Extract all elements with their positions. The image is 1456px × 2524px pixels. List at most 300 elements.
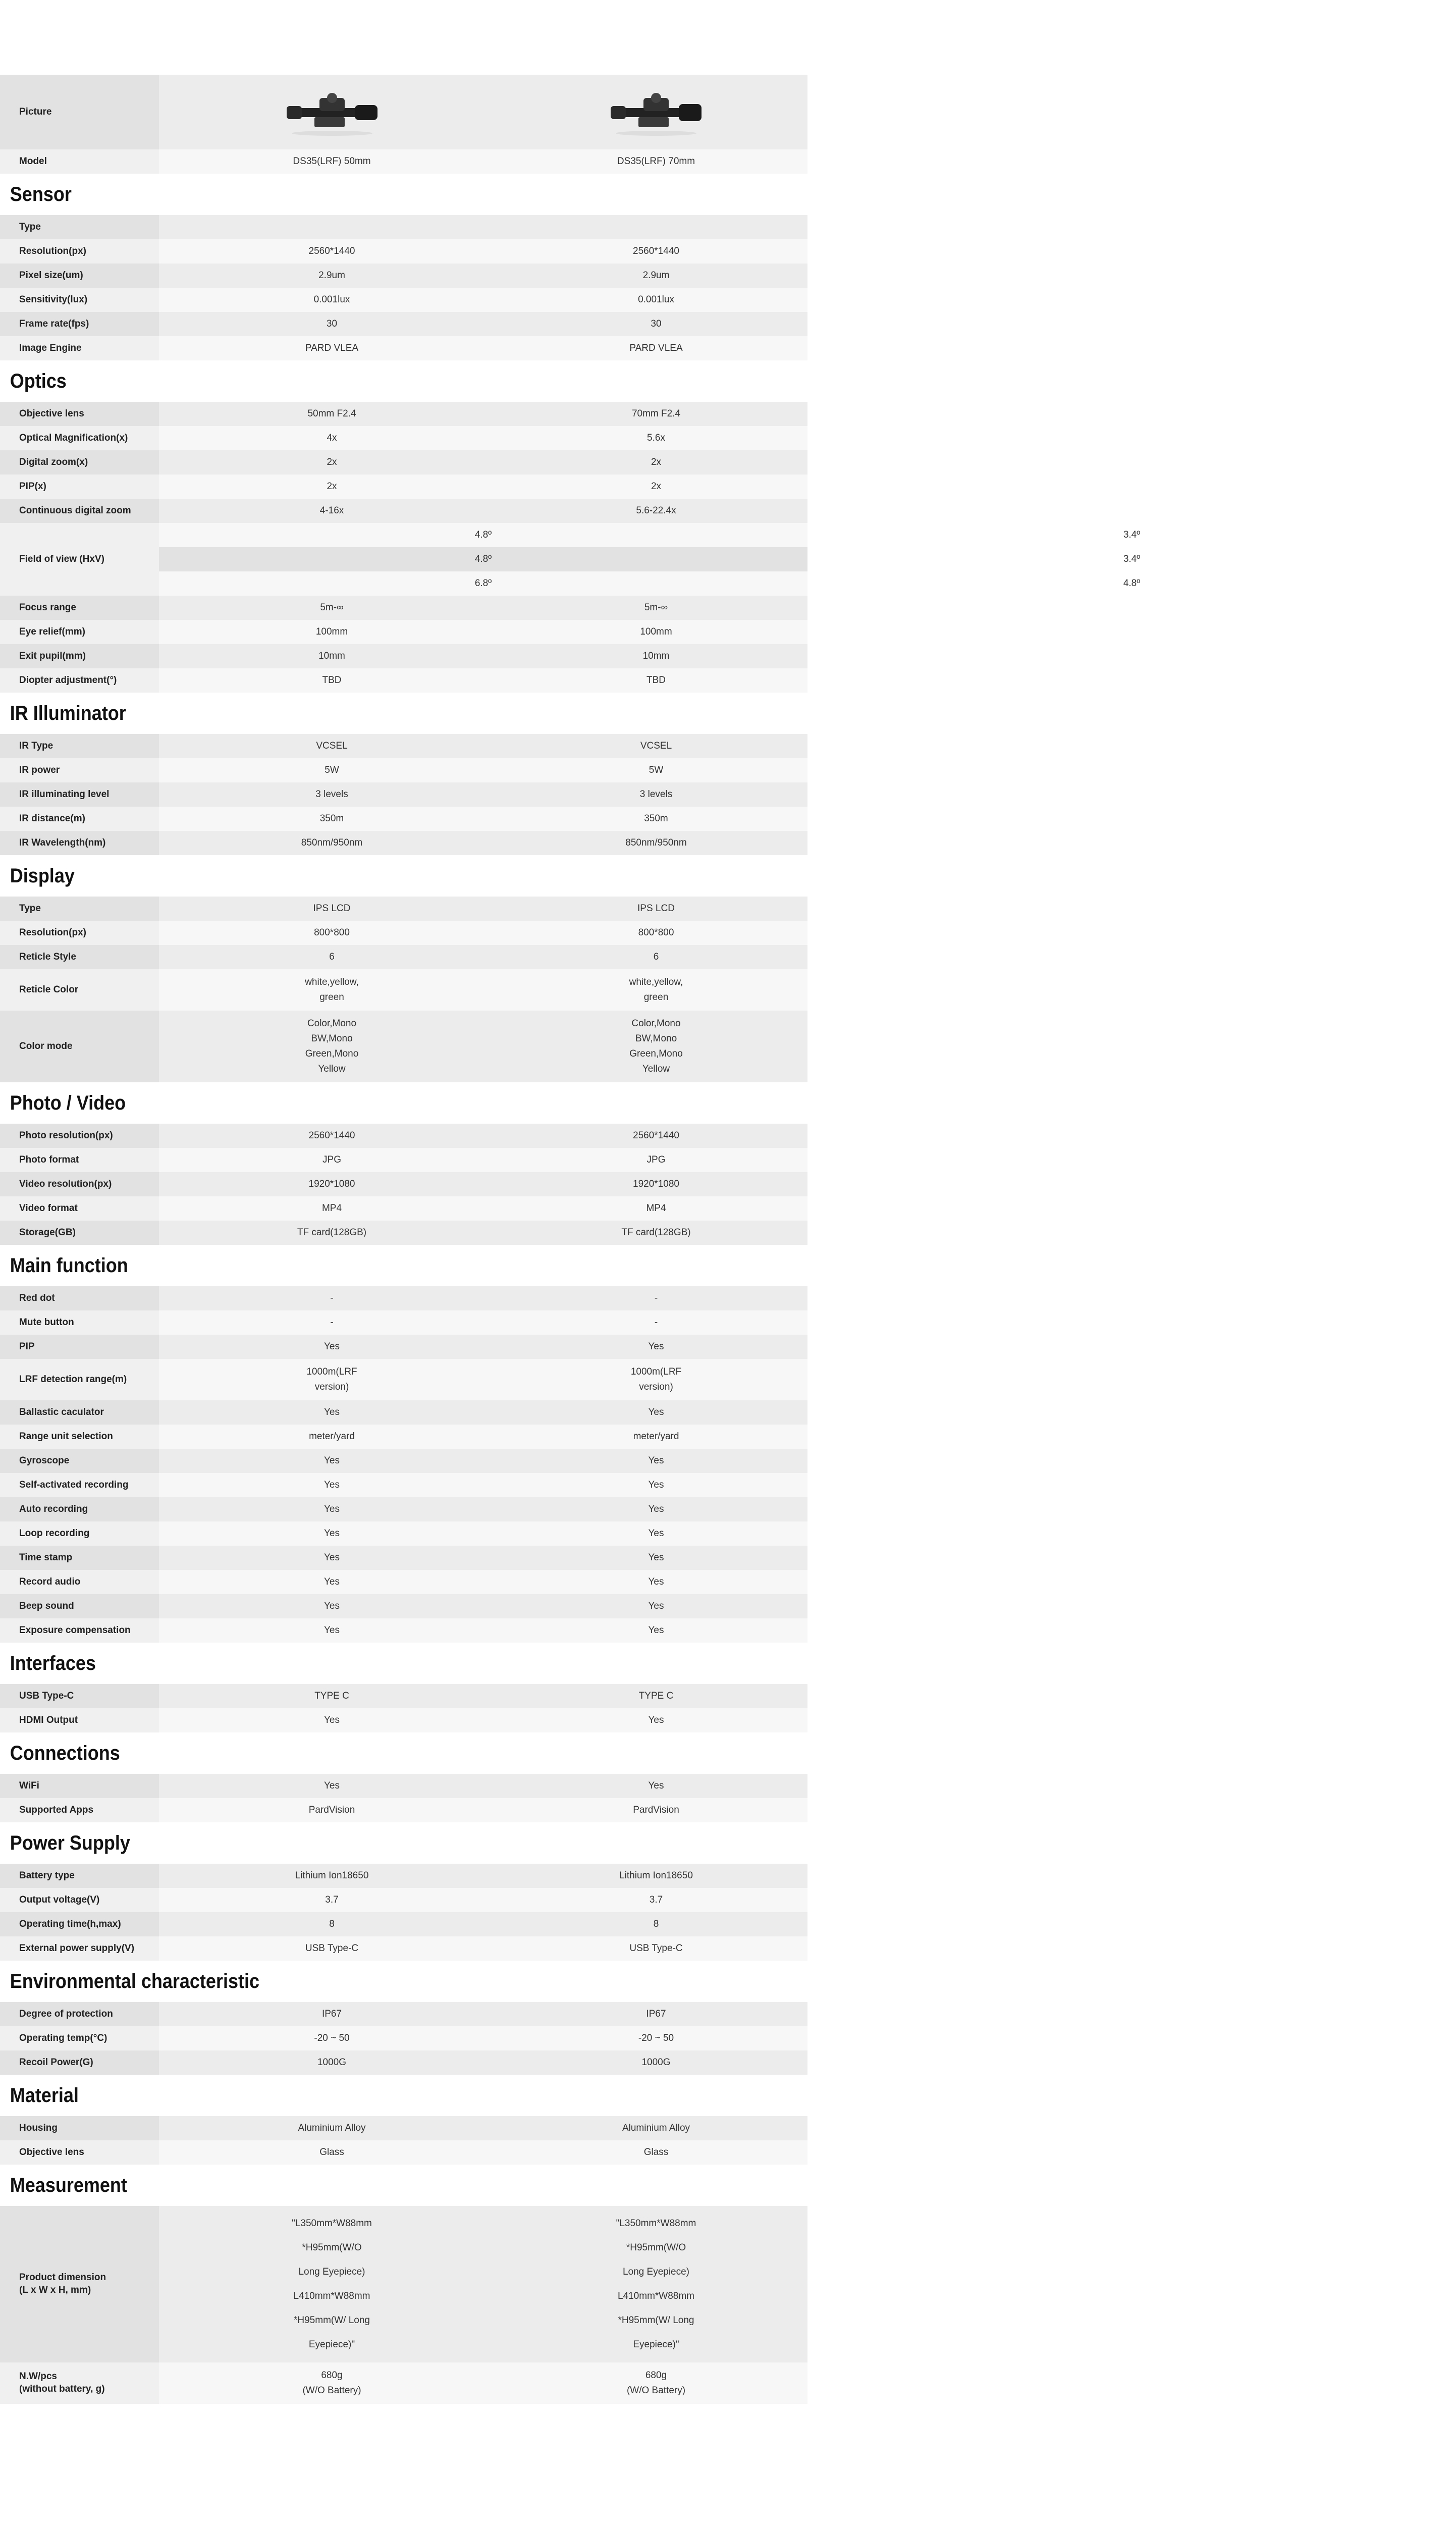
- fov-subrow: [159, 571, 1141, 596]
- spec-value: 10mm: [318, 650, 345, 661]
- spec-row: [0, 620, 807, 644]
- section-title: Connections: [10, 1742, 120, 1764]
- spec-label: Storage(GB): [0, 1221, 159, 1245]
- spec-label: Optical Magnification(x): [0, 426, 159, 450]
- value-line: white,yellow,: [305, 977, 359, 987]
- spec-row: [0, 1684, 807, 1708]
- value-line: version): [314, 1382, 349, 1392]
- spec-value: 30: [651, 318, 662, 329]
- spec-row: [0, 644, 807, 668]
- spec-label: Product dimension (L x W x H, mm): [0, 2206, 159, 2362]
- spec-row: [0, 402, 807, 426]
- fov-values: [159, 523, 1141, 596]
- spec-value: 2x: [327, 456, 337, 467]
- value-line: Long Eyepiece): [298, 2267, 365, 2277]
- spec-value: -: [330, 1317, 334, 1328]
- spec-value: MP4: [646, 1202, 666, 1214]
- spec-label: Video resolution(px): [0, 1172, 159, 1196]
- spec-label: Red dot: [0, 1286, 159, 1310]
- spec-row: [0, 2002, 807, 2026]
- value-line: 1000m(LRF: [630, 1366, 682, 1377]
- spec-row: [0, 1011, 807, 1082]
- spec-value: Lithium Ion18650: [619, 1870, 693, 1881]
- spec-value: 3.4º: [1123, 553, 1141, 564]
- spec-value: [505, 969, 807, 1011]
- spec-value: 850nm/950nm: [625, 837, 687, 848]
- section-title: Optics: [10, 370, 67, 392]
- value-line: Eyepiece)": [633, 2339, 679, 2350]
- spec-value: [159, 1011, 505, 1082]
- value-line: *H95mm(W/ Long: [294, 2315, 370, 2326]
- spec-value: -: [654, 1317, 658, 1328]
- spec-row: [0, 1449, 807, 1473]
- spec-label: Reticle Style: [0, 945, 159, 969]
- spec-value: MP4: [321, 1202, 342, 1214]
- spec-value: JPG: [646, 1154, 666, 1165]
- spec-value: 10mm: [642, 650, 670, 661]
- section-title: Main function: [10, 1254, 128, 1277]
- spec-value: 6.8º: [474, 577, 492, 589]
- spec-row: [0, 1936, 807, 1961]
- spec-value: [159, 2362, 505, 2404]
- spec-row: [0, 1400, 807, 1425]
- fov-subrow: [159, 547, 1141, 571]
- value-line: *H95mm(W/O: [626, 2242, 686, 2253]
- spec-label: External power supply(V): [0, 1936, 159, 1961]
- spec-row: [0, 1286, 807, 1310]
- spec-row: [0, 1172, 807, 1196]
- value-line: 1000m(LRF: [306, 1366, 357, 1377]
- spec-value: 5.6-22.4x: [636, 505, 676, 516]
- spec-value: PardVision: [308, 1804, 355, 1815]
- spec-value: -20 ~ 50: [638, 2032, 674, 2043]
- spec-row: [0, 1497, 807, 1521]
- spec-row: [0, 1888, 807, 1912]
- spec-row: [0, 758, 807, 782]
- scope-icon: [284, 87, 380, 137]
- spec-value: 8: [329, 1918, 335, 1929]
- spec-value: 0.001lux: [313, 294, 350, 305]
- spec-value: meter/yard: [309, 1431, 355, 1442]
- spec-value: 4.8º: [474, 553, 492, 564]
- spec-value: IPS LCD: [313, 903, 351, 914]
- spec-value: 2x: [651, 456, 662, 467]
- spec-value: 1920*1080: [308, 1178, 355, 1189]
- fov-subrow: [159, 523, 1141, 547]
- spec-label: Gyroscope: [0, 1449, 159, 1473]
- spec-row: [0, 1335, 807, 1359]
- spec-label: IR illuminating level: [0, 782, 159, 807]
- spec-value: -20 ~ 50: [314, 2032, 350, 2043]
- spec-value: 8: [653, 1918, 659, 1929]
- spec-value: Yes: [324, 1714, 340, 1725]
- spec-value: [159, 2206, 505, 2362]
- spec-label: Pixel size(um): [0, 264, 159, 288]
- spec-label: Battery type: [0, 1864, 159, 1888]
- spec-label: HDMI Output: [0, 1708, 159, 1732]
- spec-label: Color mode: [0, 1011, 159, 1082]
- spec-value: 1000G: [641, 2057, 671, 2068]
- spec-row: [0, 1196, 807, 1221]
- spec-label: Type: [0, 215, 159, 239]
- spec-value: Yes: [324, 1479, 340, 1490]
- spec-row: [0, 523, 1141, 596]
- spec-row: [0, 734, 807, 758]
- spec-label: Degree of protection: [0, 2002, 159, 2026]
- spec-label: Resolution(px): [0, 239, 159, 264]
- spec-label: LRF detection range(m): [0, 1359, 159, 1400]
- spec-value: 1920*1080: [633, 1178, 679, 1189]
- value-line: Color,Mono: [307, 1018, 357, 1029]
- scope-image-70mm: [505, 75, 807, 149]
- spec-value: -: [654, 1292, 658, 1303]
- spec-value: Yes: [324, 1600, 340, 1611]
- spec-value: Yes: [648, 1576, 664, 1587]
- spec-value: 4-16x: [319, 505, 344, 516]
- spec-label: USB Type-C: [0, 1684, 159, 1708]
- spec-row: [0, 897, 807, 921]
- spec-value: 2.9um: [642, 270, 670, 281]
- value-line: Green,Mono: [305, 1048, 359, 1059]
- spec-row: [0, 1594, 807, 1618]
- spec-value: Yes: [648, 1503, 664, 1514]
- scope-image-50mm: [159, 75, 505, 149]
- spec-value: 350m: [319, 813, 344, 824]
- spec-row: [0, 1798, 807, 1822]
- spec-value: 800*800: [638, 927, 674, 938]
- spec-label: Housing: [0, 2116, 159, 2140]
- spec-label: Sensitivity(lux): [0, 288, 159, 312]
- spec-value: TF card(128GB): [297, 1227, 367, 1238]
- spec-value: 4x: [327, 432, 337, 443]
- spec-value: TBD: [646, 674, 666, 686]
- spec-value: 2x: [651, 481, 662, 492]
- spec-value: Aluminium Alloy: [622, 2122, 690, 2133]
- spec-label: Photo format: [0, 1148, 159, 1172]
- value-line: Yellow: [318, 1064, 346, 1074]
- value-line: green: [319, 992, 344, 1003]
- spec-value: 5m-∞: [320, 602, 344, 613]
- spec-value: 1000G: [317, 2057, 347, 2068]
- spec-value: IPS LCD: [637, 903, 675, 914]
- spec-row: [0, 2362, 807, 2404]
- value-line: green: [643, 992, 669, 1003]
- spec-row: [0, 2116, 807, 2140]
- spec-label: Beep sound: [0, 1594, 159, 1618]
- spec-row: [0, 1618, 807, 1643]
- spec-value: PARD VLEA: [629, 342, 683, 353]
- spec-value: [159, 215, 505, 239]
- spec-row: [0, 2050, 807, 2075]
- spec-label: Focus range: [0, 596, 159, 620]
- spec-value: 30: [326, 318, 338, 329]
- spec-row: [0, 1546, 807, 1570]
- spec-label: Photo resolution(px): [0, 1124, 159, 1148]
- value-line: *H95mm(W/O: [302, 2242, 362, 2253]
- spec-label: IR Type: [0, 734, 159, 758]
- spec-label: Range unit selection: [0, 1425, 159, 1449]
- value-line: version): [639, 1382, 673, 1392]
- spec-value: Yes: [324, 1576, 340, 1587]
- section-title: Power Supply: [10, 1832, 130, 1854]
- spec-value: -: [330, 1292, 334, 1303]
- spec-label: Frame rate(fps): [0, 312, 159, 336]
- value-line: Long Eyepiece): [622, 2267, 690, 2277]
- spec-label: Operating temp(°C): [0, 2026, 159, 2050]
- spec-value: 2x: [327, 481, 337, 492]
- spec-label: Loop recording: [0, 1521, 159, 1546]
- spec-row: [0, 288, 807, 312]
- spec-table: [0, 75, 1141, 2404]
- spec-value: Yes: [324, 1406, 340, 1417]
- value-line: 680g: [321, 2370, 343, 2381]
- spec-label: IR distance(m): [0, 807, 159, 831]
- spec-label: PIP(x): [0, 475, 159, 499]
- spec-label: Image Engine: [0, 336, 159, 360]
- value-line: Color,Mono: [631, 1018, 681, 1029]
- spec-label: Supported Apps: [0, 1798, 159, 1822]
- value-line: BW,Mono: [311, 1033, 353, 1044]
- spec-value: [159, 1359, 505, 1400]
- spec-label: Recoil Power(G): [0, 2050, 159, 2075]
- value-line: L410mm*W88mm: [617, 2291, 695, 2301]
- spec-row: [0, 921, 807, 945]
- spec-row: [0, 1774, 807, 1798]
- spec-row: [0, 499, 807, 523]
- value-line: "L350mm*W88mm: [292, 2218, 372, 2229]
- section-title: Photo / Video: [10, 1092, 126, 1114]
- spec-value: 2560*1440: [308, 1130, 355, 1141]
- value-line: Green,Mono: [629, 1048, 683, 1059]
- spec-label: N.W/pcs (without battery, g): [0, 2362, 159, 2404]
- spec-row: [0, 1708, 807, 1732]
- spec-label: Type: [0, 897, 159, 921]
- spec-value: Yes: [324, 1552, 340, 1563]
- spec-label: Resolution(px): [0, 921, 159, 945]
- spec-value: TYPE C: [638, 1690, 674, 1701]
- spec-value: 3.7: [325, 1894, 339, 1905]
- spec-value: Yes: [648, 1600, 664, 1611]
- spec-row: [0, 1359, 807, 1400]
- section-title: Display: [10, 865, 75, 887]
- spec-value: Aluminium Alloy: [298, 2122, 366, 2133]
- spec-value: IP67: [646, 2008, 666, 2019]
- spec-label: Objective lens: [0, 402, 159, 426]
- spec-value: 350m: [644, 813, 668, 824]
- value-line: Eyepiece)": [308, 2339, 355, 2350]
- spec-row: [0, 1124, 807, 1148]
- spec-value: Yes: [324, 1528, 340, 1539]
- spec-value: PardVision: [633, 1804, 679, 1815]
- spec-label: Diopter adjustment(°): [0, 668, 159, 693]
- value-line: "L350mm*W88mm: [616, 2218, 696, 2229]
- spec-value: JPG: [322, 1154, 341, 1165]
- spec-value: Yes: [648, 1455, 664, 1466]
- spec-row: [0, 831, 807, 855]
- spec-value: 2560*1440: [633, 1130, 679, 1141]
- spec-row: [0, 969, 807, 1011]
- spec-row: [0, 945, 807, 969]
- spec-row: [0, 239, 807, 264]
- scope-icon: [608, 87, 704, 137]
- spec-value: 50mm F2.4: [307, 408, 356, 419]
- spec-row: [0, 1521, 807, 1546]
- spec-label: Digital zoom(x): [0, 450, 159, 475]
- spec-value: 850nm/950nm: [301, 837, 363, 848]
- spec-value: Yes: [648, 1479, 664, 1490]
- sections: [0, 174, 1141, 2404]
- value-line: white,yellow,: [629, 977, 683, 987]
- spec-value: Yes: [324, 1780, 340, 1791]
- spec-row: [0, 1425, 807, 1449]
- spec-label: Operating time(h,max): [0, 1912, 159, 1936]
- spec-row: [0, 2206, 807, 2362]
- spec-value: 6: [653, 951, 659, 962]
- spec-row: [0, 1221, 807, 1245]
- spec-value: [505, 2362, 807, 2404]
- spec-value: TYPE C: [314, 1690, 349, 1701]
- spec-value: 5W: [649, 764, 664, 775]
- spec-row: [0, 475, 807, 499]
- spec-row: [0, 2140, 807, 2165]
- spec-value: 3.4º: [1123, 529, 1141, 540]
- section-title: Interfaces: [10, 1652, 96, 1674]
- spec-value: Yes: [324, 1624, 340, 1636]
- spec-row: [0, 1864, 807, 1888]
- spec-value: VCSEL: [640, 740, 672, 751]
- spec-value: 4.8º: [1123, 577, 1141, 589]
- model-value: DS35(LRF) 50mm: [293, 155, 371, 167]
- value-line: (W/O Battery): [302, 2385, 361, 2396]
- spec-value: USB Type-C: [305, 1942, 359, 1954]
- section-title: Sensor: [10, 183, 72, 205]
- spec-label: Continuous digital zoom: [0, 499, 159, 523]
- spec-label: Mute button: [0, 1310, 159, 1335]
- spec-value: 2.9um: [318, 270, 345, 281]
- spec-label: Self-activated recording: [0, 1473, 159, 1497]
- spec-value: meter/yard: [633, 1431, 679, 1442]
- spec-value: 4.8º: [474, 529, 492, 540]
- value-line: (W/O Battery): [626, 2385, 686, 2396]
- spec-value: [505, 1359, 807, 1400]
- model-label: Model: [0, 149, 159, 174]
- value-line: Yellow: [642, 1064, 670, 1074]
- spec-value: PARD VLEA: [305, 342, 359, 353]
- value-line: 680g: [645, 2370, 667, 2381]
- spec-value: Yes: [648, 1780, 664, 1791]
- spec-label: Exit pupil(mm): [0, 644, 159, 668]
- spec-value: TF card(128GB): [621, 1227, 691, 1238]
- spec-value: [505, 1011, 807, 1082]
- spec-label: Reticle Color: [0, 969, 159, 1011]
- spec-value: Yes: [648, 1552, 664, 1563]
- spec-row: [0, 782, 807, 807]
- spec-value: Lithium Ion18650: [295, 1870, 369, 1881]
- spec-row: [0, 807, 807, 831]
- spec-value: 2560*1440: [633, 245, 679, 256]
- spec-row: [0, 215, 807, 239]
- spec-label: Output voltage(V): [0, 1888, 159, 1912]
- section-title: IR Illuminator: [10, 702, 126, 724]
- spec-row: [0, 1912, 807, 1936]
- model-value: DS35(LRF) 70mm: [617, 155, 695, 167]
- spec-label: Eye relief(mm): [0, 620, 159, 644]
- spec-label: Time stamp: [0, 1546, 159, 1570]
- spec-value: 70mm F2.4: [631, 408, 681, 419]
- spec-label: Objective lens: [0, 2140, 159, 2165]
- value-line: BW,Mono: [635, 1033, 677, 1044]
- spec-label: Exposure compensation: [0, 1618, 159, 1643]
- value-line: L410mm*W88mm: [293, 2291, 370, 2301]
- value-line: *H95mm(W/ Long: [618, 2315, 694, 2326]
- spec-value: [505, 2206, 807, 2362]
- spec-value: 6: [329, 951, 335, 962]
- spec-row: [0, 2026, 807, 2050]
- spec-label: Ballastic caculator: [0, 1400, 159, 1425]
- spec-row: [0, 264, 807, 288]
- spec-value: 5W: [325, 764, 339, 775]
- spec-label: Video format: [0, 1196, 159, 1221]
- spec-row: [0, 1570, 807, 1594]
- spec-value: Yes: [324, 1341, 340, 1352]
- spec-row: [0, 1473, 807, 1497]
- spec-value: Yes: [324, 1455, 340, 1466]
- section-title: Material: [10, 2084, 79, 2107]
- spec-row: [0, 1148, 807, 1172]
- spec-label: WiFi: [0, 1774, 159, 1798]
- spec-row: [0, 312, 807, 336]
- section-title: Environmental characteristic: [10, 1970, 259, 1992]
- section-title: Measurement: [10, 2174, 127, 2196]
- spec-value: 800*800: [314, 927, 350, 938]
- spec-label: Record audio: [0, 1570, 159, 1594]
- spec-value: IP67: [321, 2008, 342, 2019]
- spec-value: Yes: [648, 1341, 664, 1352]
- spec-value: TBD: [322, 674, 342, 686]
- picture-row: [0, 75, 807, 149]
- spec-value: Yes: [648, 1406, 664, 1417]
- spec-row: [0, 668, 807, 693]
- spec-value: Glass: [319, 2146, 344, 2158]
- spec-value: 100mm: [315, 626, 348, 637]
- spec-value: 100mm: [640, 626, 672, 637]
- spec-label: IR Wavelength(nm): [0, 831, 159, 855]
- spec-label: Field of view (HxV): [0, 523, 159, 596]
- spec-value: [505, 215, 807, 239]
- spec-row: [0, 336, 807, 360]
- spec-label: IR power: [0, 758, 159, 782]
- spec-value: Yes: [648, 1624, 664, 1636]
- spec-value: 3.7: [649, 1894, 663, 1905]
- model-row: [0, 149, 807, 174]
- spec-value: USB Type-C: [629, 1942, 683, 1954]
- spec-value: 3 levels: [639, 788, 673, 800]
- spec-value: VCSEL: [316, 740, 348, 751]
- spec-value: Glass: [643, 2146, 669, 2158]
- spec-value: Yes: [648, 1528, 664, 1539]
- spec-row: [0, 596, 807, 620]
- spec-label: Auto recording: [0, 1497, 159, 1521]
- spec-row: [0, 450, 807, 475]
- spec-value: 2560*1440: [308, 245, 355, 256]
- picture-label: Picture: [0, 75, 159, 149]
- spec-value: 3 levels: [315, 788, 348, 800]
- spec-label: PIP: [0, 1335, 159, 1359]
- spec-row: [0, 1310, 807, 1335]
- spec-row: [0, 426, 807, 450]
- spec-value: Yes: [324, 1503, 340, 1514]
- spec-value: [159, 969, 505, 1011]
